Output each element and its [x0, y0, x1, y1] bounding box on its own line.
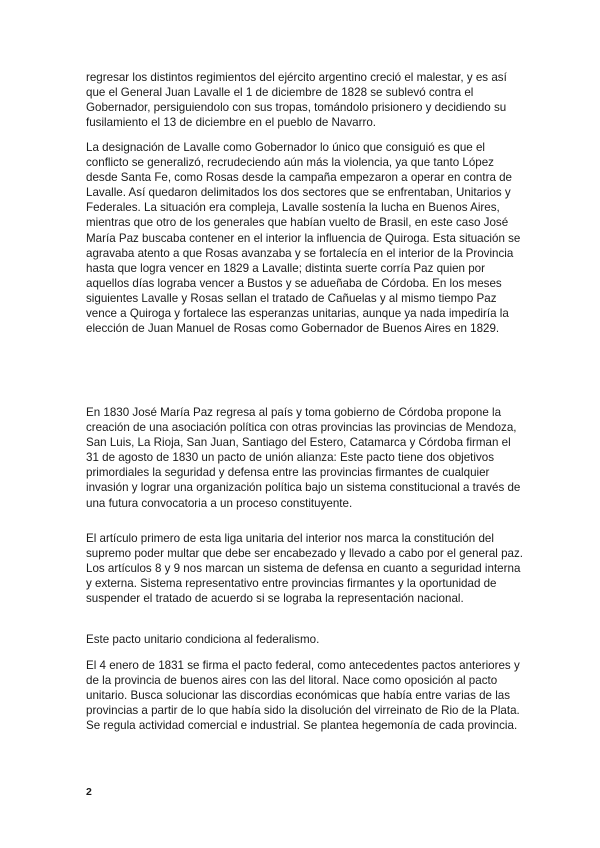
- paragraph-lavalle-governor: La designación de Lavalle como Gobernador lo único que consiguió es que el conflicto se generalizó, recrudeciendo aún más la violencia, ya que tanto López desde Santa Fe, como Rosas desde la campaña empezaron a operar en contra de Lavalle. Así quedaron delimitados los dos sectores que se enfrentaban, Unitarios y Federales. La situación era compleja, Lavalle sostenía la lucha en Buenos Aires, mientras que otro de los generales que habían vuelto de Brasil, en este caso José María Paz buscaba contener en el interior la influencia de Quiroga. Esta situación se agravaba atento a que Rosas avanzaba y se fortalecía en el interior de la Provincia hasta que logra vencer en 1829 a Lavalle; distinta suerte corría Paz quien por aquellos días lograba vencer a Bustos y se adueñaba de Córdoba. En los meses siguientes Lavalle y Rosas sellan el tratado de Cañuelas y al mismo tiempo Paz vence a Quiroga y fortalece las esperanzas unitarias, aunque ya nada impediría la elección de Juan Manuel de Rosas como Gobernador de Buenos Aires en 1829.: [86, 141, 521, 336]
- page-number: 2: [86, 786, 92, 798]
- paragraph-pacto-unitario: Este pacto unitario condiciona al federalismo.: [86, 633, 320, 646]
- paragraph-pacto-federal: El 4 enero de 1831 se firma el pacto federal, como antecedentes pactos anteriores y de la provincia de buenos aires con las del litoral. Nace como oposición al pacto unitario. Busca solucionar las discordias económicas que había entre varias de las provincias a partir de lo que había sido la disolución del virreinato de Rio de la Plata. Se regula actividad comercial e industrial. Se plantea hegemonía de cada provincia.: [86, 659, 520, 733]
- paragraph-lavalle-uprising: regresar los distintos regimientos del ejército argentino creció el malestar, y es así que el General Juan Lavalle el 1 de diciembre de 1828 se sublevó contra el Gobernador, persiguiendolo con sus tropas, tomándolo prisionero y decidiendo su fusilamiento el 13 de diciembre en el pueblo de Navarro.: [86, 71, 507, 130]
- paragraph-paz-1830: En 1830 José María Paz regresa al país y toma gobierno de Córdoba propone la creación de una asociación política con otras provincias las provincias de Mendoza, San Luis, La Rioja, San Juan, Santiago del Estero, Catamarca y Córdoba firman el 31 de agosto de 1830 un pacto de unión alianza: Este pacto tiene dos objetivos primordiales la seguridad y defensa entre las provincias firmantes de cualquier invasión y lograr una organización política bajo un sistema constitucional a través de una futura convocatoria a un proceso constituyente.: [86, 406, 521, 510]
- paragraph-liga-unitaria: El artículo primero de esta liga unitaria del interior nos marca la constitución del supremo poder multar que debe ser encabezado y llevado a cabo por el general paz. Los artículos 8 y 9 nos marcan un sistema de defensa en cuanto a seguridad interna y externa. Sistema representativo entre provincias firmantes y la oportunidad de suspender el tratado de acuerdo si se lograba la representación nacional.: [86, 532, 523, 606]
